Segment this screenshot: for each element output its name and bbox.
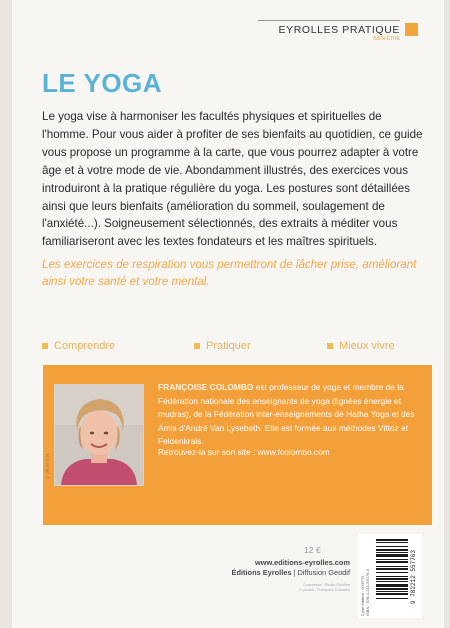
barcode-bar	[376, 566, 408, 567]
book-tagline: Les exercices de respiration vous permettront de lâcher prise, améliorant ainsi votre santé et votre mental.	[42, 258, 417, 288]
publisher-name: Éditions Eyrolles	[231, 568, 292, 577]
distributor: | Diffusion Geodif	[291, 568, 350, 577]
barcode-bar	[376, 561, 408, 563]
feature-item	[194, 340, 251, 352]
series-title: EYROLLES PRATIQUE	[278, 24, 400, 36]
barcode-block	[358, 534, 422, 618]
barcode-bar	[376, 581, 408, 582]
barcode-bar	[376, 549, 408, 551]
barcode-bar	[376, 546, 408, 547]
photo-credit: © photo D.R.	[45, 452, 50, 480]
barcode-bar	[376, 559, 408, 560]
barcode-bar	[376, 591, 408, 592]
author-photo	[54, 384, 144, 486]
author-website: Retrouvez-la sur son site : www.fcolombo.com	[158, 447, 330, 457]
barcode	[376, 538, 408, 616]
barcode-bar	[376, 554, 408, 557]
series-square-icon	[405, 23, 418, 36]
barcode-bar	[376, 598, 408, 599]
barcode-bar	[376, 593, 408, 595]
isbn-digits: 9 782212 557763	[410, 550, 417, 605]
barcode-bar	[376, 552, 408, 553]
isbn-codes	[360, 540, 374, 616]
fineprint-photo-credit: © photos : Françoise Colombo	[298, 588, 350, 592]
feature-item	[327, 340, 395, 352]
feature-list	[42, 340, 412, 356]
square-bullet-icon	[327, 343, 333, 349]
book-description: Le yoga vise à harmoniser les facultés physiques et spirituelles de l'homme. Pour vous aider à profiter de ses bienfaits au quotidien, ce guide vous propose un programme à la carte, que vous pourrez adapter à votre âge et à votre mode de vie. Abondamment illustrés, des exercices vous introduiront à la pratique régulière du yoga. Les postures sont détaillées ainsi que leurs bienfaits (amélioration du sommeil, soulagement de l'anxiété...). Soigneusement sélectionnés, des extraits à méditer vous familiariseront avec les textes fondateurs et les maîtres spirituels.	[42, 110, 423, 249]
code-editeur: Code éditeur : G55776	[360, 575, 365, 616]
barcode-bar	[376, 539, 408, 541]
barcode-bar	[376, 576, 408, 577]
feature-item	[42, 340, 115, 352]
feature-label: Pratiquer	[206, 340, 251, 352]
book-title: LE YOGA	[42, 68, 163, 98]
square-bullet-icon	[194, 343, 200, 349]
barcode-bar	[376, 588, 408, 590]
author-bio-text: est professeur de yoga et membre de la Fédération nationale des enseignants de yoga (lignées énergie et mudras), de la Fédération inter-enseignements de Hatha Yoga et des Amis d'André Van Lysebeth. Elle est formée aux méthodes Vittoz et Feldenkrais.	[158, 382, 415, 446]
series-subtitle: BIEN-ÊTRE	[373, 36, 400, 42]
publisher-line	[226, 568, 350, 577]
barcode-bar	[376, 568, 408, 570]
barcode-bar	[376, 578, 408, 580]
fineprint	[222, 583, 350, 593]
header-rule	[258, 20, 400, 21]
barcode-bar	[376, 584, 408, 587]
barcode-bar	[376, 572, 408, 573]
square-bullet-icon	[42, 343, 48, 349]
isbn: ISBN : 978-2-212-55776-3	[365, 569, 370, 616]
barcode-bar	[376, 542, 408, 543]
author-name: FRANÇOISE COLOMBO	[158, 382, 254, 392]
author-bio	[158, 381, 420, 449]
feature-label: Comprendre	[54, 340, 116, 352]
publisher-website: www.editions-eyrolles.com	[254, 558, 350, 567]
fineprint-cover-credit: Couverture : Studio Eyrolles	[302, 583, 350, 587]
feature-label: Mieux vivre	[339, 340, 395, 352]
price: 12 €	[304, 545, 321, 555]
